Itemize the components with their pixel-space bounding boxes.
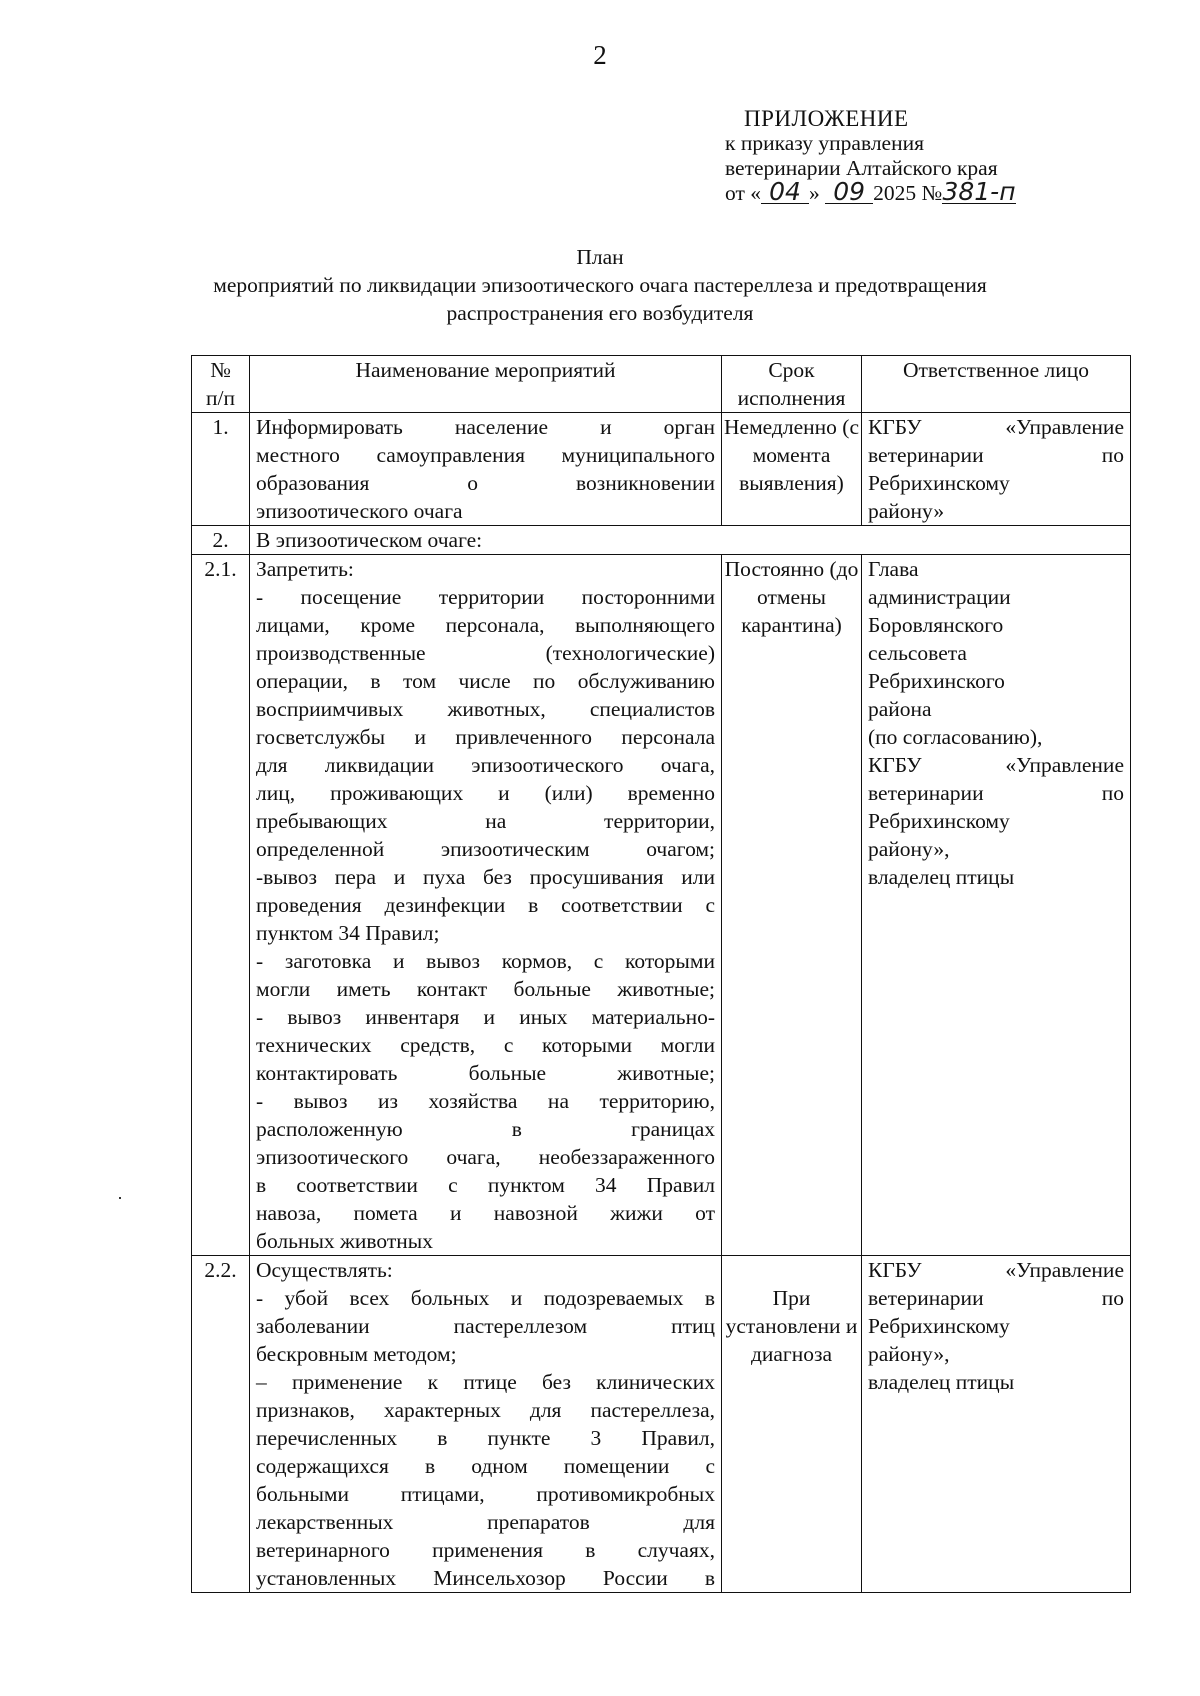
document-title: [0, 243, 1200, 327]
table-row: [192, 555, 1131, 1256]
text-line: лекарственных препаратов для: [256, 1510, 715, 1534]
text-line: расположенную в границах: [256, 1117, 715, 1141]
text-line: администрации: [868, 585, 1011, 609]
text-line: Запретить:: [256, 557, 354, 581]
row-num: 2.1.: [192, 555, 250, 1256]
text-line: для ликвидации эпизоотического очага,: [256, 753, 715, 777]
header-term: Срок исполнения: [722, 356, 862, 413]
text-line: владелец птицы: [868, 865, 1015, 889]
text-line: признаков, характерных для пастереллеза,: [256, 1398, 715, 1422]
text-line: Ребрихинскому: [868, 1314, 1010, 1338]
text-line: Ребрихинскому: [868, 809, 1010, 833]
table-row: [192, 413, 1131, 526]
text-line: пунктом 34 Правил;: [256, 921, 440, 945]
text-line: ветеринарии по: [868, 443, 1124, 467]
row-responsible: [862, 555, 1131, 1256]
text-line: - заготовка и вывоз кормов, с которыми: [256, 949, 715, 973]
text-line: проведения дезинфекции в соответствии с: [256, 893, 715, 917]
text-line: - вывоз инвентаря и иных материально-: [256, 1005, 715, 1029]
text-line: больных животных: [256, 1229, 433, 1253]
page-number: 2: [593, 40, 607, 70]
table-header-row: [192, 356, 1131, 413]
appendix-line-1: к приказу управления: [725, 131, 925, 155]
date-year: 2025 №: [873, 181, 943, 205]
row-num: 1.: [192, 413, 250, 526]
handwritten-day: 04: [761, 181, 809, 204]
title-line-1: План: [576, 245, 624, 269]
text-line: содержащихся в одном помещении с: [256, 1454, 715, 1478]
text-line: перечисленных в пункте 3 Правил,: [256, 1426, 715, 1450]
text-line: Глава: [868, 557, 919, 581]
row-name: [250, 413, 722, 526]
title-line-2: мероприятий по ликвидации эпизоотического очага пастереллеза и предотвращения: [213, 273, 987, 297]
row-term: При установлени и диагноза: [722, 1256, 862, 1593]
text-line: больными птицами, противомикробных: [256, 1482, 715, 1506]
text-line: району»: [868, 499, 945, 523]
text-line: району»,: [868, 837, 950, 861]
text-line: могли иметь контакт больные животные;: [256, 977, 715, 1001]
text-line: – применение к птице без клинических: [256, 1370, 715, 1394]
date-mid: »: [809, 181, 820, 205]
text-line: образования о возникновении: [256, 471, 715, 495]
text-line: -вывоз пера и пуха без просушивания или: [256, 865, 715, 889]
text-line: местного самоуправления муниципального: [256, 443, 715, 467]
text-line: Осуществлять:: [256, 1258, 393, 1282]
measures-table: [191, 355, 1131, 1593]
text-line: эпизоотического очага, необеззараженного: [256, 1145, 715, 1169]
text-line: технических средств, с которыми могли: [256, 1033, 715, 1057]
text-line: в соответствии с пунктом 34 Правил: [256, 1173, 715, 1197]
text-line: ветеринарии по: [868, 1286, 1124, 1310]
title-line-3: распространения его возбудителя: [446, 301, 754, 325]
handwritten-order-number: 381-п: [942, 177, 1016, 206]
appendix-line-2: ветеринарии Алтайского края: [725, 156, 998, 180]
text-line: пребывающих на территории,: [256, 809, 715, 833]
text-line: лиц, проживающих и (или) временно: [256, 781, 715, 805]
text-line: установленных Минсельхозор России в: [256, 1566, 715, 1590]
appendix-heading: ПРИЛОЖЕНИЕ: [744, 106, 909, 131]
text-line: Ребрихинскому: [868, 471, 1010, 495]
text-line: району»,: [868, 1342, 950, 1366]
row-responsible: [862, 1256, 1131, 1593]
header-num: № п/п: [192, 356, 250, 413]
text-line: - убой всех больных и подозреваемых в: [256, 1286, 715, 1310]
row-name: В эпизоотическом очаге:: [250, 526, 1131, 555]
text-line: (по согласованию),: [868, 725, 1043, 749]
text-line: Ребрихинского: [868, 669, 1005, 693]
row-num: 2.2.: [192, 1256, 250, 1593]
row-responsible: [862, 413, 1131, 526]
text-line: Информировать население и орган: [256, 415, 715, 439]
row-term: Постоянно (до отмены карантина): [722, 555, 862, 1256]
text-line: сельсовета: [868, 641, 967, 665]
text-line: навоза, помета и навозной жижи от: [256, 1201, 715, 1225]
text-line: производственные (технологические): [256, 641, 715, 665]
scan-speck: [119, 1197, 121, 1199]
row-num: 2.: [192, 526, 250, 555]
appendix-date-line: [725, 177, 1016, 206]
table-row: [192, 526, 1131, 555]
text-line: бескровным методом;: [256, 1342, 457, 1366]
text-line: района: [868, 697, 932, 721]
text-line: владелец птицы: [868, 1370, 1015, 1394]
text-line: КГБУ «Управление: [868, 1258, 1124, 1282]
text-line: - посещение территории посторонними: [256, 585, 715, 609]
row-term: Немедленно (с момента выявления): [722, 413, 862, 526]
text-line: госветслужбы и привлеченного персонала: [256, 725, 715, 749]
text-line: контактировать больные животные;: [256, 1061, 715, 1085]
text-line: определенной эпизоотическим очагом;: [256, 837, 715, 861]
appendix-block: [725, 106, 1016, 206]
text-line: ветеринарного применения в случаях,: [256, 1538, 715, 1562]
text-line: - вывоз из хозяйства на территорию,: [256, 1089, 715, 1113]
table-row: [192, 1256, 1131, 1593]
date-prefix: от «: [725, 181, 761, 205]
header-responsible: Ответственное лицо: [862, 356, 1131, 413]
text-line: восприимчивых животных, специалистов: [256, 697, 715, 721]
text-line: эпизоотического очага: [256, 499, 463, 523]
text-line: операции, в том числе по обслуживанию: [256, 669, 715, 693]
row-name: [250, 1256, 722, 1593]
text-line: ветеринарии по: [868, 781, 1124, 805]
text-line: КГБУ «Управление: [868, 753, 1124, 777]
text-line: КГБУ «Управление: [868, 415, 1124, 439]
text-line: заболевании пастереллезом птиц: [256, 1314, 715, 1338]
row-name: [250, 555, 722, 1256]
header-name: Наименование мероприятий: [250, 356, 722, 413]
text-line: лицами, кроме персонала, выполняющего: [256, 613, 715, 637]
handwritten-month: 09: [825, 181, 873, 204]
text-line: Боровлянского: [868, 613, 1004, 637]
